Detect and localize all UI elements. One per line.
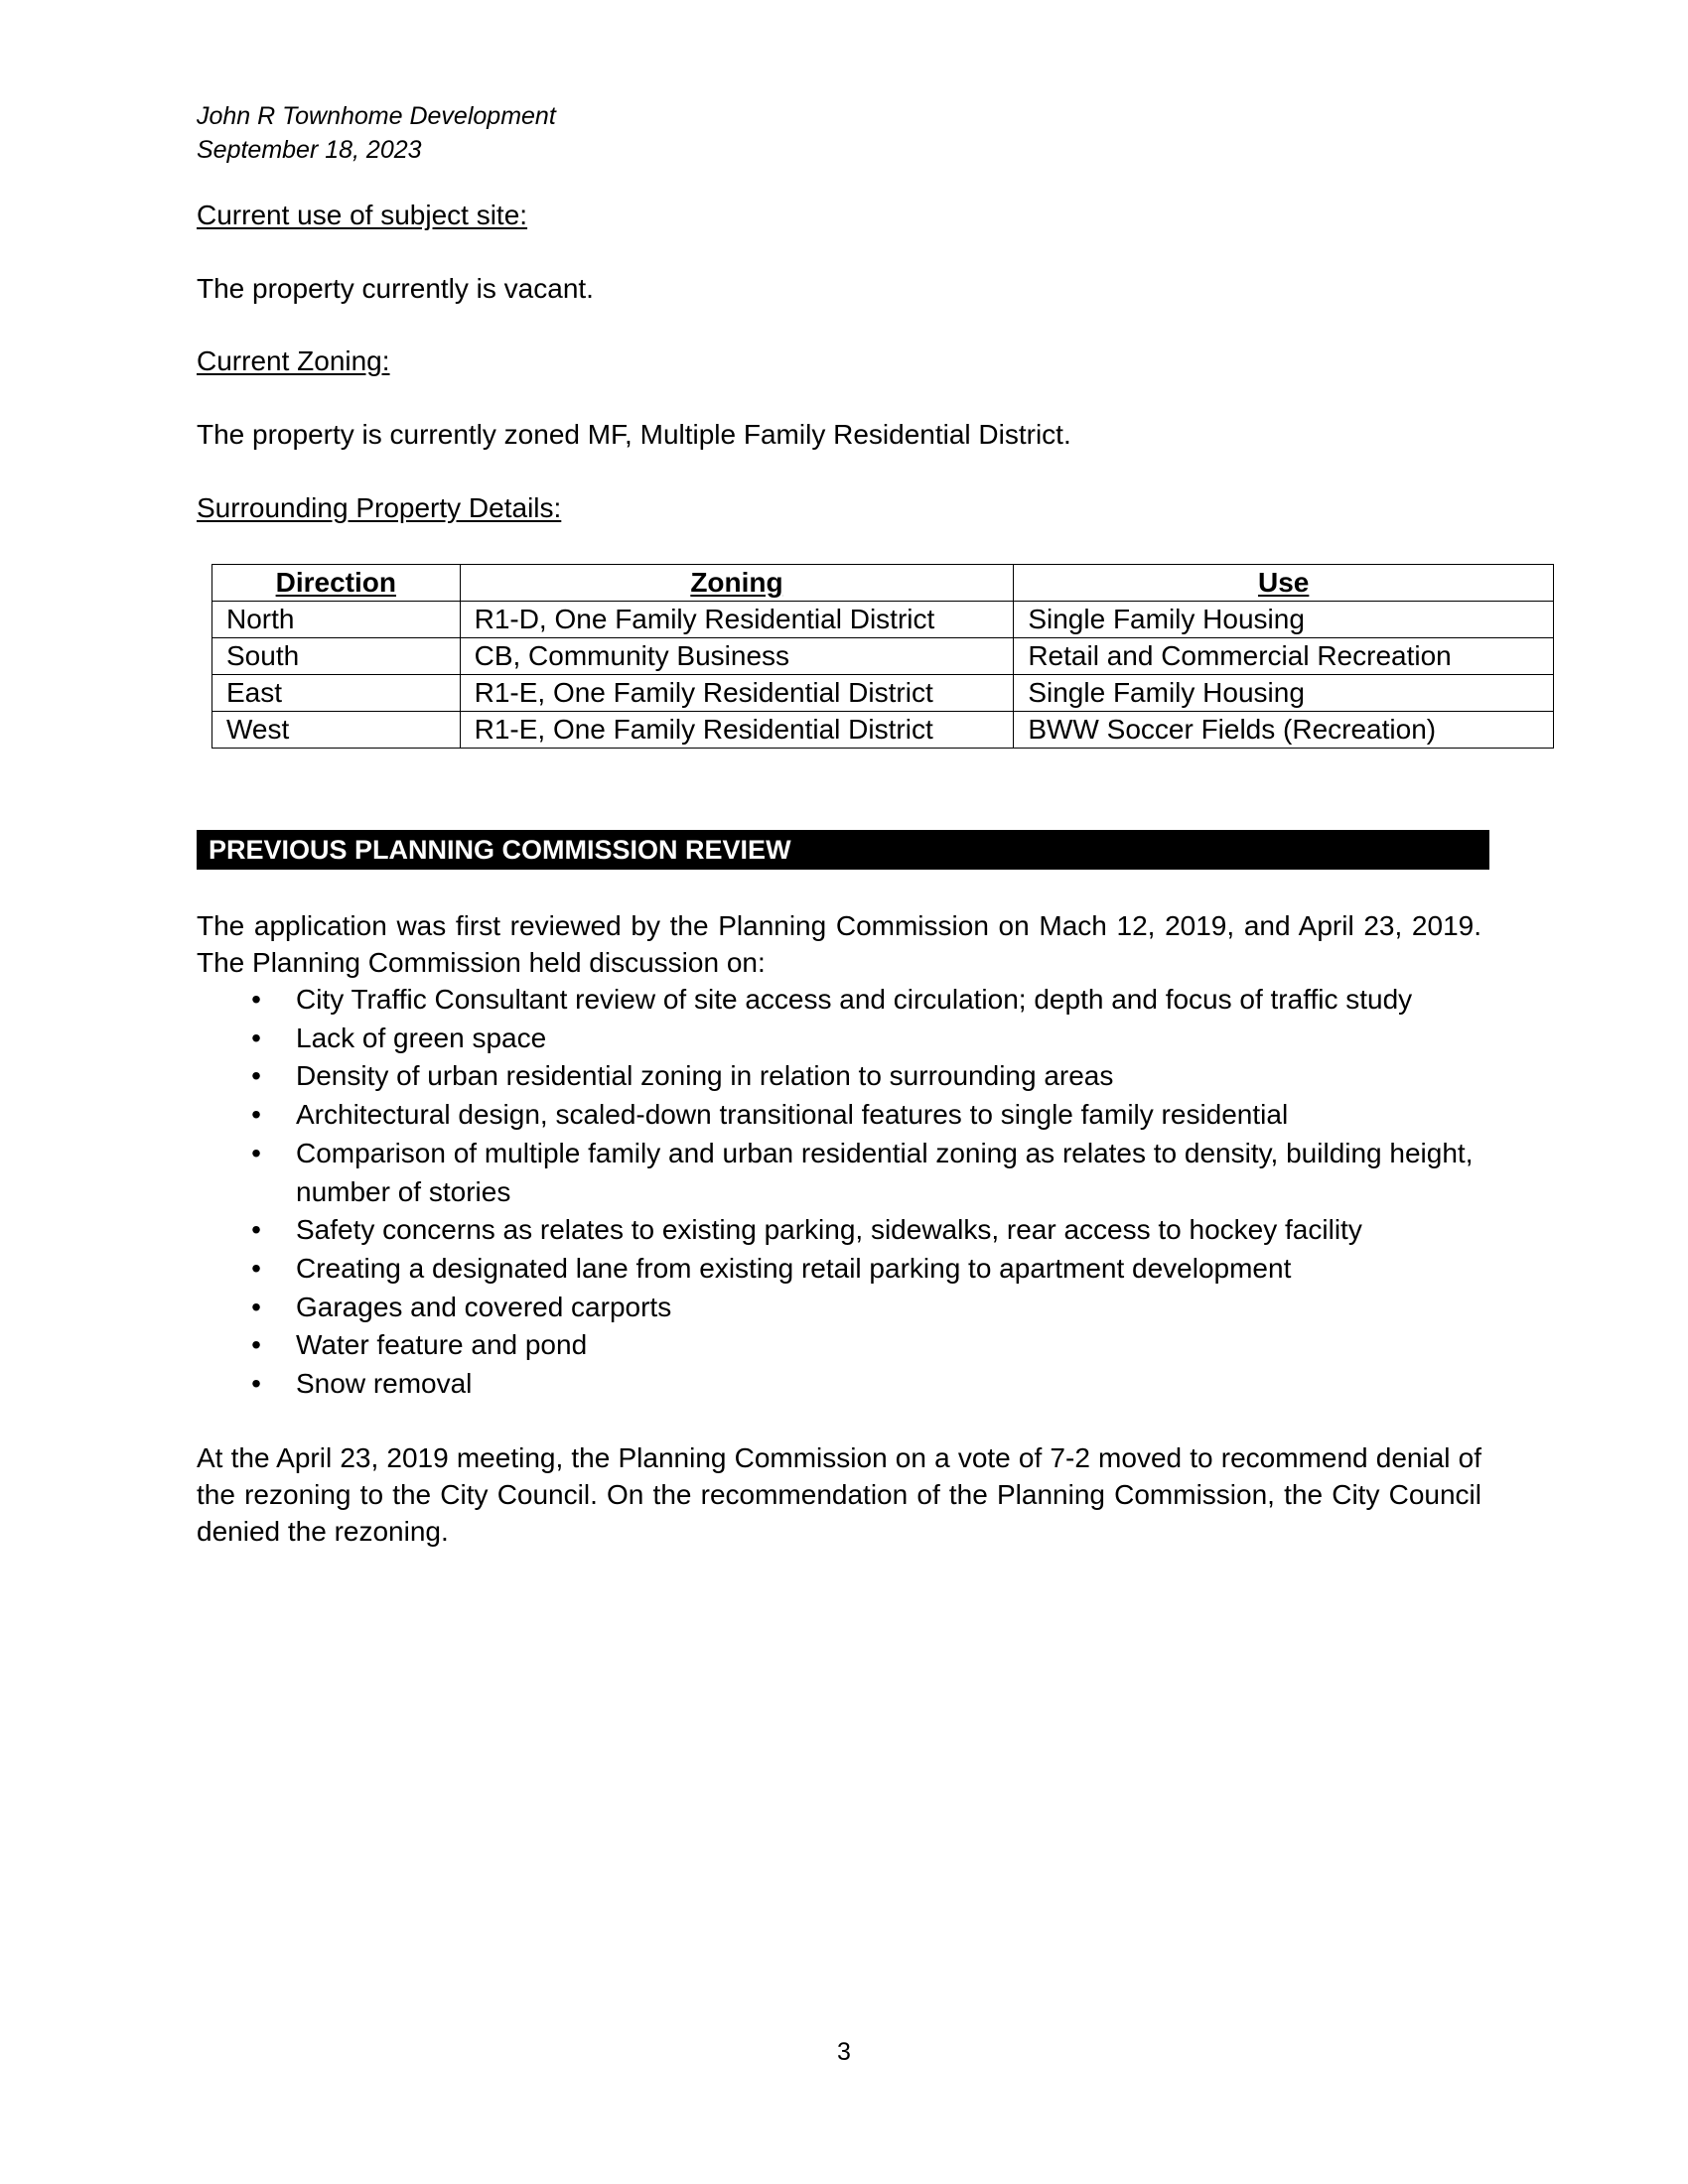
table-row (212, 675, 1554, 712)
bullet-icon: • (251, 1022, 261, 1053)
cell-use: Retail and Commercial Recreation (1014, 638, 1554, 675)
bullet-icon: • (251, 1368, 261, 1400)
list-item: • Snow removal (197, 1365, 1487, 1404)
list-item: • City Traffic Consultant review of site access and circulation; depth and focus of traffic study (197, 981, 1487, 1020)
cell-use: Single Family Housing (1014, 675, 1554, 712)
cell-direction: South (212, 638, 461, 675)
cell-use: Single Family Housing (1014, 602, 1554, 638)
cell-use: BWW Soccer Fields (Recreation) (1014, 712, 1554, 749)
previous-review-closing: At the April 23, 2019 meeting, the Planning Commission on a vote of 7-2 moved to recommend denial of the rezoning to the City Council. On the recommendation of the Planning Commission, the City Council denied the rezoning. (197, 1442, 1481, 1547)
cell-direction: West (212, 712, 461, 749)
bullet-icon: • (251, 1099, 261, 1131)
bullet-icon: • (251, 1252, 261, 1284)
cell-zoning: R1-E, One Family Residential District (460, 712, 1014, 749)
document-title: John R Townhome Development (197, 102, 556, 130)
bullet-icon: • (251, 1329, 261, 1361)
page-number: 3 (837, 2038, 851, 2066)
current-use-text: The property currently is vacant. (197, 273, 594, 304)
discussion-topics-list (197, 981, 1487, 1404)
table-row (212, 638, 1554, 675)
column-header-direction: Direction (212, 565, 461, 602)
list-item: • Comparison of multiple family and urban residential zoning as relates to density, building height, number of stories (197, 1135, 1487, 1211)
cell-direction: East (212, 675, 461, 712)
bullet-icon: • (251, 1214, 261, 1246)
document-date: September 18, 2023 (197, 136, 422, 164)
column-header-use: Use (1014, 565, 1554, 602)
list-item: • Density of urban residential zoning in relation to surrounding areas (197, 1057, 1487, 1096)
previous-review-intro: The application was first reviewed by the Planning Commission on Mach 12, 2019, and April 23, 2019. The Planning Commission held discussion on: (197, 910, 1481, 978)
list-item: • Architectural design, scaled-down transitional features to single family residential (197, 1096, 1487, 1135)
document-header (197, 99, 556, 167)
cell-zoning: R1-E, One Family Residential District (460, 675, 1014, 712)
bullet-icon: • (251, 1291, 261, 1322)
section-banner-previous-review: PREVIOUS PLANNING COMMISSION REVIEW (197, 830, 1489, 870)
table-header-row (212, 565, 1554, 602)
list-item: • Lack of green space (197, 1020, 1487, 1058)
list-item: • Garages and covered carports (197, 1289, 1487, 1327)
column-header-zoning: Zoning (460, 565, 1014, 602)
current-use-label: Current use of subject site: (197, 200, 528, 230)
bullet-icon: • (251, 1137, 261, 1168)
list-item: • Water feature and pond (197, 1326, 1487, 1365)
cell-zoning: R1-D, One Family Residential District (460, 602, 1014, 638)
surrounding-label: Surrounding Property Details: (197, 492, 562, 523)
cell-direction: North (212, 602, 461, 638)
current-zoning-label: Current Zoning: (197, 345, 390, 376)
list-item: • Safety concerns as relates to existing parking, sidewalks, rear access to hockey facility (197, 1211, 1487, 1250)
table-row (212, 712, 1554, 749)
bullet-icon: • (251, 1060, 261, 1092)
list-item: • Creating a designated lane from existing retail parking to apartment development (197, 1250, 1487, 1289)
cell-zoning: CB, Community Business (460, 638, 1014, 675)
current-zoning-text: The property is currently zoned MF, Multiple Family Residential District. (197, 419, 1071, 450)
table-row (212, 602, 1554, 638)
surrounding-property-table (211, 564, 1554, 749)
bullet-icon: • (251, 984, 261, 1015)
